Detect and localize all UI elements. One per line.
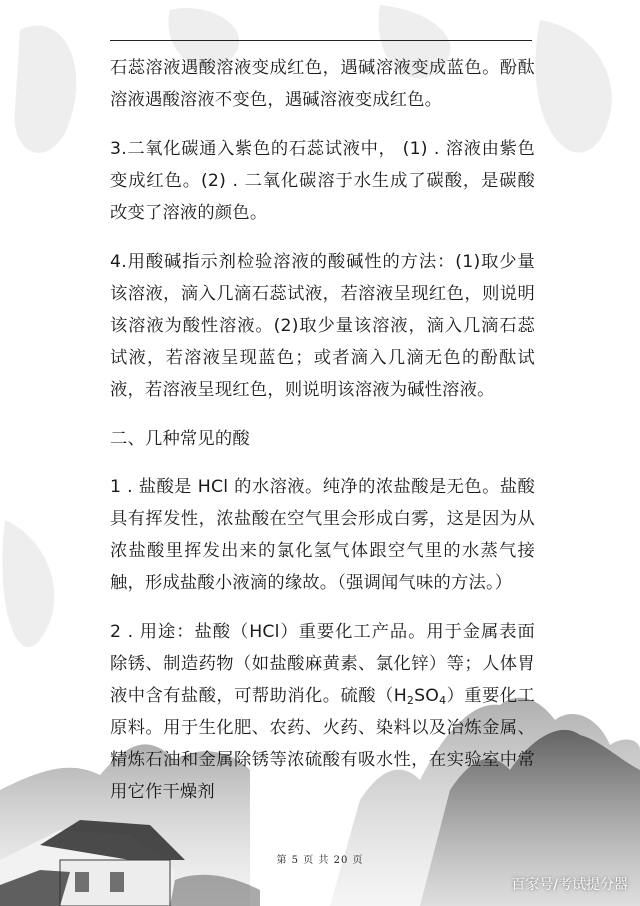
page-number-footer: 第 5 页 共 20 页 (276, 855, 364, 866)
acid-uses-text-before: 2 . 用途：盐酸（HCl）重要化工产品。用于金属表面除锈、制造药物（如盐酸麻黄素、氯化锌）等；人体胃液中含有盐酸，可帮助消化。硫酸（H (110, 622, 535, 706)
paragraph-hydrochloric-acid: 1 . 盐酸是 HCl 的水溶液。纯净的浓盐酸是无色。盐酸具有挥发性，浓盐酸在空气里会形成白雾，这是因为从浓盐酸里挥发出来的氯化氢气体跟空气里的水蒸气接触，形成盐酸小液滴的缘故。（强调闻气味的方法。） (110, 477, 535, 593)
paragraph-acid-uses (110, 616, 535, 808)
document-body (110, 52, 535, 808)
formula-so: SO (414, 686, 440, 706)
acid-uses-text-after: ）重要化工原料。用于生化肥、农药、火药、染料以及冶炼金属、精炼石油和金属除锈等浓硫酸有吸水性，在实验室中常用它作干燥剂 (110, 686, 535, 802)
paragraph-co2-litmus: 3.二氧化碳通入紫色的石蕊试液中， (1) . 溶液由紫色变成红色。(2) . 二氧化碳溶于水生成了碳酸，是碳酸改变了溶液的颜色。 (110, 139, 535, 223)
paragraph-indicator-method: 4.用酸碱指示剂检验溶液的酸碱性的方法：(1)取少量该溶液，滴入几滴石蕊试液，若溶液呈现红色，则说明该溶液为酸性溶液。(2)取少量该溶液，滴入几滴石蕊试液，若溶液呈现蓝色；或者滴入几滴无色的酚酞试液，若溶液呈现红色，则说明该溶液为碱性溶液。 (110, 252, 535, 400)
section-heading-common-acids: 二、几种常见的酸 (110, 429, 250, 449)
header-rule (110, 40, 532, 41)
formula-subscript-2: 2 (406, 694, 415, 707)
paragraph-indicator-colors: 石蕊溶液遇酸溶液变成红色，遇碱溶液变成蓝色。酚酞溶液遇酸溶液不变色，遇碱溶液变成红色。 (110, 58, 535, 110)
source-watermark: 百家号/考试提分器 (511, 877, 628, 893)
formula-subscript-4: 4 (439, 694, 447, 707)
